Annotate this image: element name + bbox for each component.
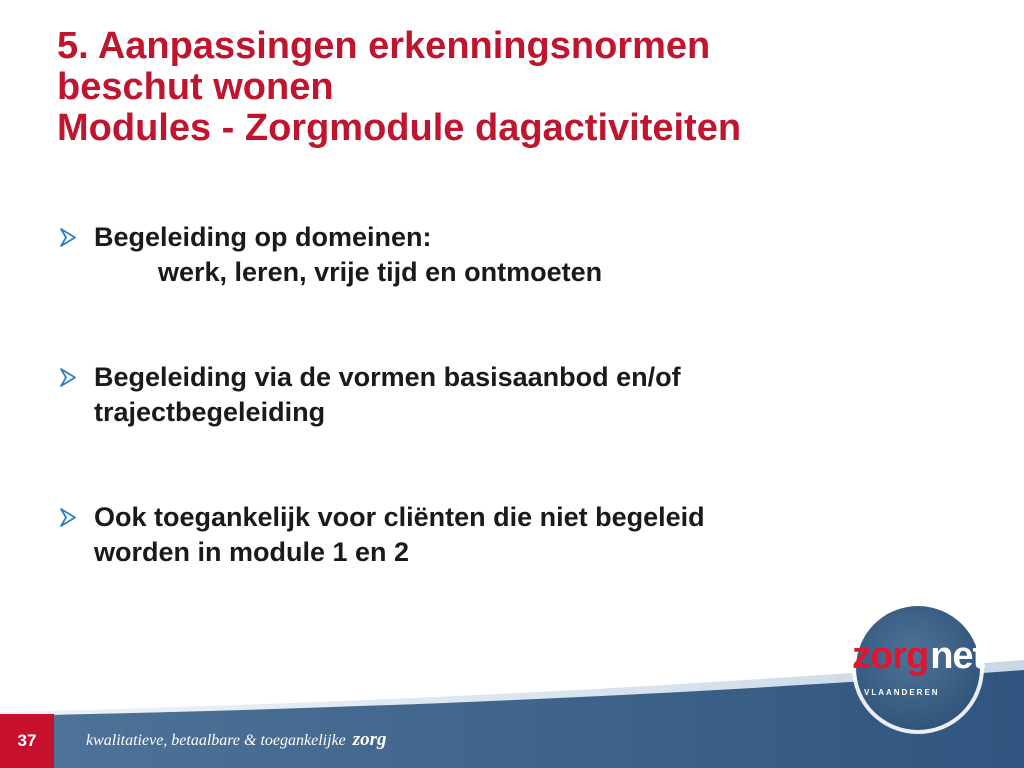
logo-net-text: net	[930, 635, 985, 677]
logo-zorg-text: zorg	[852, 635, 929, 677]
tagline-brand: zorg	[352, 729, 387, 750]
bullet-2-text: Begeleiding via de vormen basisaanbod en/of	[94, 362, 681, 392]
tagline-text: kwalitatieve, betaalbare & toegankelijke	[86, 732, 346, 749]
slide-title-line-2: beschut wonen	[57, 66, 334, 108]
bullet-3-text-cont: worden in module 1 en 2	[94, 537, 410, 567]
footer-tagline	[86, 729, 387, 751]
bullet-3-text: Ook toegankelijk voor cliënten die niet begeleid	[94, 502, 705, 532]
bullet-1-subtext: werk, leren, vrije tijd en ontmoeten	[158, 257, 603, 287]
logo-subtitle: VLAANDEREN	[864, 688, 940, 697]
bullet-2-text-cont: trajectbegeleiding	[94, 397, 326, 427]
slide-title-line-3: Modules - Zorgmodule dagactiviteiten	[57, 107, 742, 149]
bullet-1-text: Begeleiding op domeinen:	[94, 222, 432, 252]
zorgnet-logo	[852, 635, 985, 677]
slide-title-line-1: 5. Aanpassingen erkenningsnormen	[57, 25, 711, 67]
page-number: 37	[0, 714, 54, 768]
